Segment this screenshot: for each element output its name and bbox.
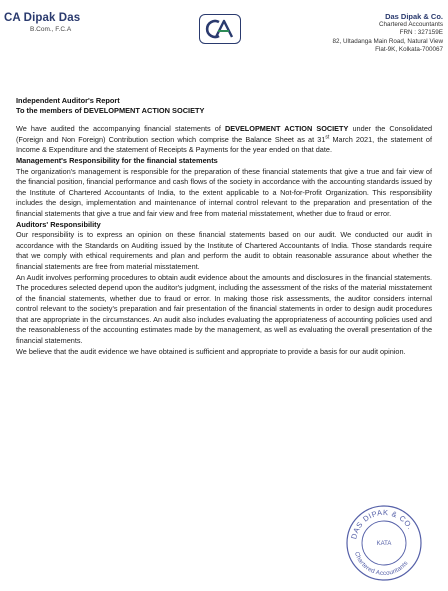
- firm-name: Das Dipak & Co.: [385, 12, 443, 21]
- report-addressee: To the members of DEVELOPMENT ACTION SOCIETY: [16, 105, 205, 115]
- intro-paragraph: We have audited the accompanying financial statements of DEVELOPMENT ACTION SOCIETY under the Consolidated (Foreign and Non Foreign) Contribution section which comprise the Balance Sheet as at 31st March 2021, the statement of Income & Expenditure and the statement of Receipts & Payments for the year ended on that date.: [16, 124, 433, 155]
- auditor-paragraph-2: An Audit involves performing procedures to obtain audit evidence about the amounts and disclosures in the financial statements. The procedures selected depend upon the auditor's judgment, including the assessment of the risks of the material misstatement of the financial statements, whether due to fraud or error. In making those risk assessments, the auditor considers internal control relevant to the society's preparation and fair presentation of the financial statements in order to design audit procedures that are appropriate in the circumstances. An audit also includes evaluating the appropriateness of accounting policies used and the reasonableness of the accounting estimates made by the management, as well as evaluating the overall presentation of the financial statements.: [16, 272, 432, 346]
- firm-type: Chartered Accountants: [378, 21, 443, 28]
- letterhead-left: [4, 12, 134, 33]
- address-line-2: Flat-9K, Kolkata-700067: [375, 46, 443, 54]
- auditor-paragraph-3: We believe that the audit evidence we have obtained is sufficient and appropriate to provide a basis for our audit opinion.: [16, 346, 406, 356]
- auditor-paragraph-1: Our responsibility is to express an opinion on these financial statements based on our audit. We conducted our audit in accordance with the Standards on Auditing issued by the Institute of Chartered Accountants of India. Those standards require that we comply with ethical requirements and plan and perform the audit to obtain reasonable assurance about whether the financial statements are free from material misstatement.: [16, 230, 432, 271]
- letterhead-right: [273, 12, 443, 55]
- svg-text:KATA: KATA: [376, 541, 392, 547]
- ca-logo-icon: [200, 15, 240, 43]
- partner-name: CA Dipak Das: [4, 12, 81, 24]
- auditor-heading: Auditors' Responsibility: [16, 219, 101, 229]
- management-heading: Management's Responsibility for the financial statements: [16, 155, 218, 165]
- partner-qualification: B.Com., F.C.A: [30, 26, 72, 33]
- firm-seal-stamp: [344, 503, 424, 583]
- report-title: Independent Auditor's Report: [16, 96, 120, 105]
- address-line-1: 82, Ultadanga Main Road, Natural View: [332, 37, 443, 45]
- entity-name: DEVELOPMENT ACTION SOCIETY: [224, 124, 349, 134]
- report-body: [16, 96, 432, 357]
- svg-text:Chartered Accountants: Chartered Accountants: [352, 550, 410, 578]
- firm-registration-number: FRN : 327159E: [399, 29, 443, 37]
- ca-logo: [199, 14, 241, 44]
- management-paragraph: The organization's management is responsible for the preparation of these financial statements that give a true and fair view of the financial position, financial performance and cash flows of the society in accordance with the accounting standards issued by the Institute of Chartered Accountants of India, to the extent applicable to a Not-for-Profit Organization. This responsibility includes the design, implementation and maintenance of internal control relevant to the preparation and presentation of the financial statements that give a true and fair view and free from material misstatement, whether due to fraud or error.: [16, 166, 432, 218]
- svg-text:DAS DIPAK & CO.: DAS DIPAK & CO.: [349, 507, 416, 540]
